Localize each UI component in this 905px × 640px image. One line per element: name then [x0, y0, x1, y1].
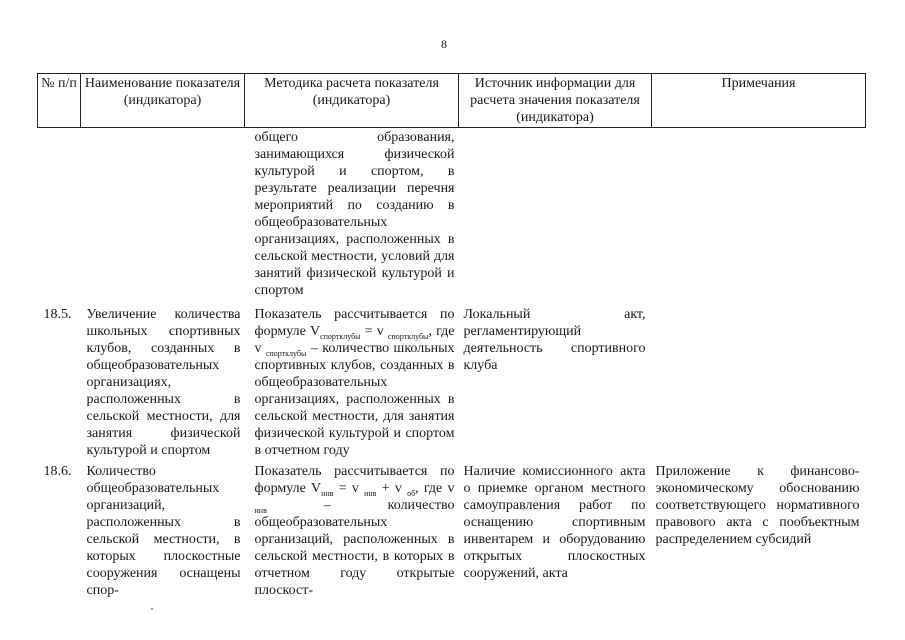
- row-source: Наличие комиссионного акта о приемке органом местного самоуправления работ по оснащению спортивным инвентарем и оборудованию открытых плоскостных сооружений, акта: [463, 464, 646, 581]
- row-name: Количество общеобразовательных организаций, расположенных в сельской местности, в которых плоскостные сооружения оснащены спор-: [86, 464, 241, 598]
- table-row: [38, 462, 866, 599]
- method-rest: – количество общеобразовательных организаций, расположенных в сельской местности, в которых в отчетном году открытые плоскост-: [254, 498, 455, 598]
- formula-subscript: инв: [254, 505, 267, 515]
- page-number: 8: [441, 37, 447, 51]
- row-method: [245, 303, 459, 462]
- formula-subscript: спортклубы: [387, 331, 429, 341]
- formula-text: + v: [376, 481, 408, 496]
- table-header: [38, 74, 866, 128]
- formula-text: , где v: [254, 324, 455, 356]
- scan-speck: [151, 608, 153, 610]
- row-name: [81, 128, 245, 304]
- header-number: № п/п: [38, 74, 81, 128]
- header-source: Источник информации для расчета значения показателя (индикатора): [459, 74, 652, 128]
- formula-text: = v: [360, 324, 388, 339]
- header-notes: Примечания: [652, 74, 866, 128]
- formula: [320, 324, 428, 339]
- row-notes: [652, 128, 866, 304]
- row-method: [245, 462, 459, 599]
- row-name: Увеличение количества школьных спортивных клубов, созданных в общеобразовательных организациях, расположенных в сельской местности, для занятия физической культурой и спортом: [86, 307, 241, 458]
- row-notes: [652, 303, 866, 462]
- header-method: Методика расчета показателя (индикатора): [245, 74, 459, 128]
- table-row: [38, 303, 866, 462]
- header-row: [38, 74, 866, 128]
- method-lead: Показатель рассчитывается по формуле V: [254, 464, 455, 496]
- method-rest: – количество школьных спортивных клубов, созданных в общеобразовательных организациях, расположенных в сельской местности, для занятия физической культурой и спортом в отчетном году: [254, 341, 455, 458]
- row-method: общего образования, занимающихся физической культурой и спортом, в результате реализации перечня мероприятий по созданию в общеобразовательных организациях, расположенных в сельской местности, условий для занятий физической культурой и спортом: [254, 130, 455, 298]
- header-name: Наименование показателя (индикатора): [81, 74, 245, 128]
- formula-subscript: инв: [321, 488, 334, 498]
- table-body: [38, 128, 866, 600]
- formula-subscript: спортклубы: [320, 331, 361, 341]
- table-row: [38, 128, 866, 304]
- row-source: Локальный акт, регламентирующий деятельность спортивного клуба: [463, 307, 646, 373]
- formula-subscript: об: [407, 488, 416, 498]
- row-source: [459, 128, 652, 304]
- formula-text: , где v: [415, 481, 455, 496]
- formula: [321, 481, 415, 496]
- formula-subscript: спортклубы: [265, 348, 307, 358]
- formula-text: = v: [333, 481, 365, 496]
- row-number: 18.6.: [43, 464, 72, 479]
- formula-subscript: инв: [364, 488, 377, 498]
- method-lead: Показатель рассчитывается по формуле V: [254, 307, 455, 339]
- row-number: 18.5.: [43, 307, 72, 322]
- indicators-table: [37, 73, 866, 599]
- row-number: [38, 128, 81, 304]
- row-notes: Приложение к финансово-экономическому обоснованию соответствующего нормативного правового акта с пообъектным распределением субсидий: [655, 464, 860, 547]
